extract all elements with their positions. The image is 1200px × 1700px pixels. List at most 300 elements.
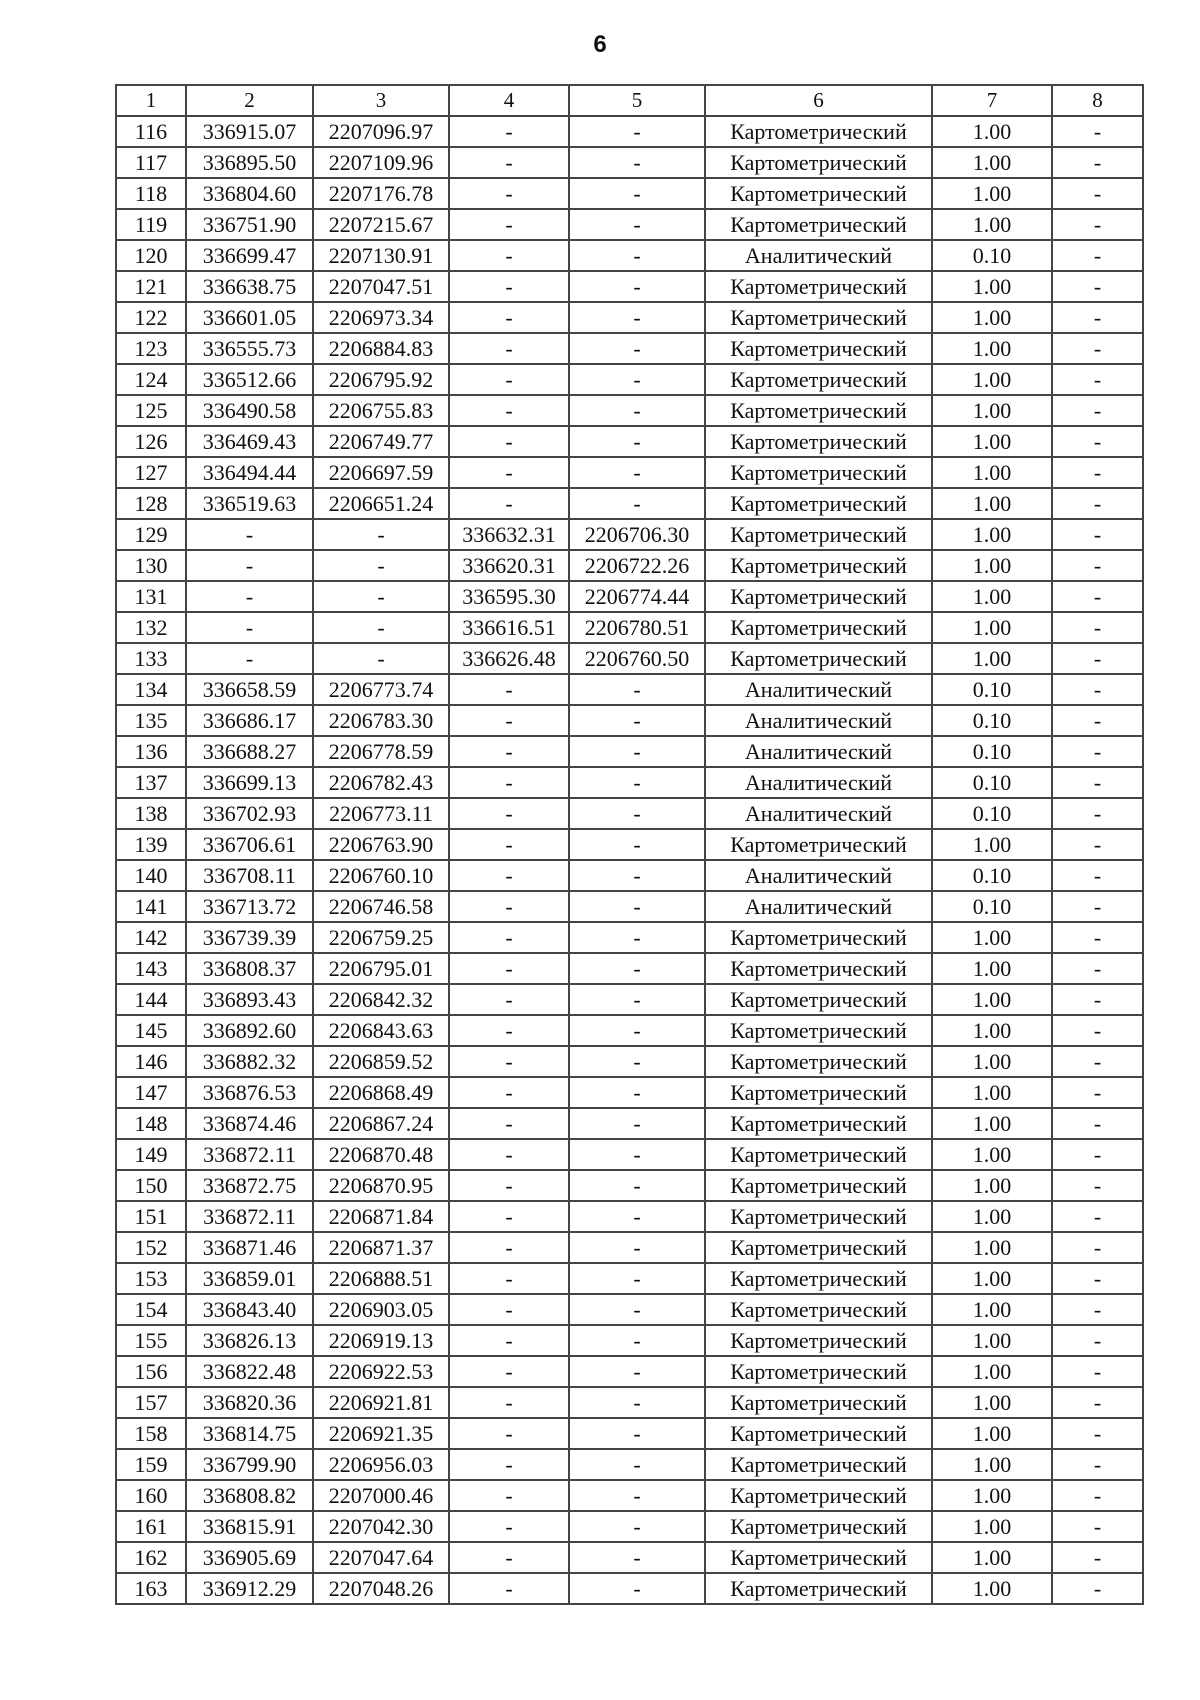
accuracy-cell: 0.10 — [932, 240, 1052, 271]
accuracy-cell: 1.00 — [932, 612, 1052, 643]
y-coordinate-alt: - — [569, 395, 705, 426]
y-coordinate: 2206843.63 — [313, 1015, 449, 1046]
accuracy-cell: 1.00 — [932, 643, 1052, 674]
table-row — [116, 1077, 1143, 1108]
x-coordinate-alt: - — [449, 147, 569, 178]
point-number: 142 — [116, 922, 186, 953]
table-body — [116, 116, 1143, 1604]
y-coordinate-alt: - — [569, 1170, 705, 1201]
accuracy-cell: 1.00 — [932, 147, 1052, 178]
table-row — [116, 767, 1143, 798]
point-number: 160 — [116, 1480, 186, 1511]
x-coordinate-alt: - — [449, 860, 569, 891]
table-row — [116, 209, 1143, 240]
y-coordinate-alt: - — [569, 798, 705, 829]
y-coordinate-alt: - — [569, 860, 705, 891]
y-coordinate: 2206759.25 — [313, 922, 449, 953]
x-coordinate: 336822.48 — [186, 1356, 313, 1387]
x-coordinate-alt: - — [449, 1480, 569, 1511]
accuracy-cell: 0.10 — [932, 891, 1052, 922]
y-coordinate: 2206842.32 — [313, 984, 449, 1015]
y-coordinate-alt: - — [569, 984, 705, 1015]
point-number: 137 — [116, 767, 186, 798]
table-row — [116, 519, 1143, 550]
note-cell: - — [1052, 488, 1143, 519]
point-number: 121 — [116, 271, 186, 302]
y-coordinate: - — [313, 581, 449, 612]
x-coordinate: 336799.90 — [186, 1449, 313, 1480]
table-row — [116, 705, 1143, 736]
y-coordinate: 2206773.11 — [313, 798, 449, 829]
note-cell: - — [1052, 271, 1143, 302]
x-coordinate-alt: 336620.31 — [449, 550, 569, 581]
accuracy-cell: 1.00 — [932, 1139, 1052, 1170]
accuracy-cell: 1.00 — [932, 1387, 1052, 1418]
x-coordinate-alt: - — [449, 395, 569, 426]
accuracy-cell: 1.00 — [932, 1232, 1052, 1263]
method-cell: Картометрический — [705, 364, 932, 395]
y-coordinate-alt: 2206760.50 — [569, 643, 705, 674]
note-cell: - — [1052, 1480, 1143, 1511]
x-coordinate-alt: - — [449, 1542, 569, 1573]
y-coordinate: 2207215.67 — [313, 209, 449, 240]
x-coordinate: 336843.40 — [186, 1294, 313, 1325]
x-coordinate-alt: 336632.31 — [449, 519, 569, 550]
point-number: 123 — [116, 333, 186, 364]
method-cell: Картометрический — [705, 271, 932, 302]
point-number: 136 — [116, 736, 186, 767]
table-row — [116, 333, 1143, 364]
point-number: 156 — [116, 1356, 186, 1387]
x-coordinate-alt: - — [449, 1263, 569, 1294]
table-row — [116, 1232, 1143, 1263]
x-coordinate: 336658.59 — [186, 674, 313, 705]
accuracy-cell: 1.00 — [932, 302, 1052, 333]
method-cell: Картометрический — [705, 519, 932, 550]
accuracy-cell: 1.00 — [932, 1418, 1052, 1449]
x-coordinate-alt: - — [449, 922, 569, 953]
point-number: 145 — [116, 1015, 186, 1046]
y-coordinate-alt: - — [569, 457, 705, 488]
y-coordinate: 2206870.95 — [313, 1170, 449, 1201]
method-cell: Картометрический — [705, 333, 932, 364]
point-number: 153 — [116, 1263, 186, 1294]
y-coordinate-alt: - — [569, 829, 705, 860]
accuracy-cell: 1.00 — [932, 271, 1052, 302]
note-cell: - — [1052, 1201, 1143, 1232]
table-row — [116, 612, 1143, 643]
note-cell: - — [1052, 240, 1143, 271]
point-number: 157 — [116, 1387, 186, 1418]
table-row — [116, 1480, 1143, 1511]
x-coordinate: 336820.36 — [186, 1387, 313, 1418]
note-cell: - — [1052, 1077, 1143, 1108]
method-cell: Картометрический — [705, 1108, 932, 1139]
y-coordinate: 2207042.30 — [313, 1511, 449, 1542]
table-row — [116, 178, 1143, 209]
table-row — [116, 1449, 1143, 1480]
y-coordinate-alt: - — [569, 271, 705, 302]
x-coordinate: - — [186, 612, 313, 643]
accuracy-cell: 0.10 — [932, 736, 1052, 767]
y-coordinate: 2206870.48 — [313, 1139, 449, 1170]
x-coordinate-alt: - — [449, 674, 569, 705]
y-coordinate: 2207176.78 — [313, 178, 449, 209]
table-row — [116, 1294, 1143, 1325]
note-cell: - — [1052, 922, 1143, 953]
x-coordinate-alt: - — [449, 736, 569, 767]
table-row — [116, 891, 1143, 922]
method-cell: Картометрический — [705, 1511, 932, 1542]
y-coordinate: 2206973.34 — [313, 302, 449, 333]
x-coordinate: 336699.13 — [186, 767, 313, 798]
y-coordinate: 2206868.49 — [313, 1077, 449, 1108]
y-coordinate: 2206760.10 — [313, 860, 449, 891]
x-coordinate: 336751.90 — [186, 209, 313, 240]
x-coordinate: 336702.93 — [186, 798, 313, 829]
table-row — [116, 488, 1143, 519]
x-coordinate: 336815.91 — [186, 1511, 313, 1542]
table-row — [116, 116, 1143, 147]
y-coordinate-alt: - — [569, 674, 705, 705]
y-coordinate-alt: 2206722.26 — [569, 550, 705, 581]
y-coordinate-alt: - — [569, 364, 705, 395]
note-cell: - — [1052, 1232, 1143, 1263]
note-cell: - — [1052, 674, 1143, 705]
y-coordinate: - — [313, 550, 449, 581]
table-row — [116, 1015, 1143, 1046]
accuracy-cell: 0.10 — [932, 674, 1052, 705]
y-coordinate-alt: - — [569, 1511, 705, 1542]
y-coordinate: 2206782.43 — [313, 767, 449, 798]
y-coordinate-alt: - — [569, 1139, 705, 1170]
method-cell: Картометрический — [705, 1046, 932, 1077]
point-number: 132 — [116, 612, 186, 643]
table-row — [116, 457, 1143, 488]
x-coordinate-alt: - — [449, 1170, 569, 1201]
x-coordinate: 336490.58 — [186, 395, 313, 426]
note-cell: - — [1052, 1387, 1143, 1418]
y-coordinate-alt: - — [569, 1108, 705, 1139]
x-coordinate-alt: - — [449, 1108, 569, 1139]
point-number: 148 — [116, 1108, 186, 1139]
y-coordinate: 2206867.24 — [313, 1108, 449, 1139]
y-coordinate-alt: - — [569, 767, 705, 798]
x-coordinate: 336469.43 — [186, 426, 313, 457]
y-coordinate: 2206773.74 — [313, 674, 449, 705]
y-coordinate-alt: - — [569, 891, 705, 922]
method-cell: Картометрический — [705, 1170, 932, 1201]
accuracy-cell: 1.00 — [932, 457, 1052, 488]
column-header: 4 — [449, 85, 569, 116]
accuracy-cell: 1.00 — [932, 209, 1052, 240]
point-number: 151 — [116, 1201, 186, 1232]
note-cell: - — [1052, 1294, 1143, 1325]
table-row — [116, 1046, 1143, 1077]
point-number: 135 — [116, 705, 186, 736]
note-cell: - — [1052, 1263, 1143, 1294]
column-header: 5 — [569, 85, 705, 116]
method-cell: Картометрический — [705, 984, 932, 1015]
table-row — [116, 1387, 1143, 1418]
method-cell: Аналитический — [705, 705, 932, 736]
column-header: 6 — [705, 85, 932, 116]
x-coordinate-alt: - — [449, 209, 569, 240]
point-number: 162 — [116, 1542, 186, 1573]
method-cell: Картометрический — [705, 488, 932, 519]
table-row — [116, 581, 1143, 612]
point-number: 146 — [116, 1046, 186, 1077]
y-coordinate-alt: - — [569, 1294, 705, 1325]
y-coordinate-alt: 2206706.30 — [569, 519, 705, 550]
note-cell: - — [1052, 1108, 1143, 1139]
x-coordinate: 336739.39 — [186, 922, 313, 953]
y-coordinate: 2206763.90 — [313, 829, 449, 860]
x-coordinate-alt: - — [449, 1449, 569, 1480]
method-cell: Картометрический — [705, 1139, 932, 1170]
table-row — [116, 147, 1143, 178]
x-coordinate: - — [186, 550, 313, 581]
table-row — [116, 643, 1143, 674]
method-cell: Аналитический — [705, 736, 932, 767]
x-coordinate: 336895.50 — [186, 147, 313, 178]
x-coordinate: 336686.17 — [186, 705, 313, 736]
y-coordinate: 2206956.03 — [313, 1449, 449, 1480]
method-cell: Картометрический — [705, 1294, 932, 1325]
y-coordinate-alt: - — [569, 1480, 705, 1511]
point-number: 149 — [116, 1139, 186, 1170]
x-coordinate-alt: - — [449, 426, 569, 457]
column-header: 2 — [186, 85, 313, 116]
x-coordinate: 336699.47 — [186, 240, 313, 271]
accuracy-cell: 1.00 — [932, 1511, 1052, 1542]
x-coordinate: 336708.11 — [186, 860, 313, 891]
table-row — [116, 1263, 1143, 1294]
note-cell: - — [1052, 612, 1143, 643]
note-cell: - — [1052, 1573, 1143, 1604]
x-coordinate: 336882.32 — [186, 1046, 313, 1077]
table-row — [116, 1170, 1143, 1201]
y-coordinate: - — [313, 643, 449, 674]
x-coordinate-alt: - — [449, 1294, 569, 1325]
x-coordinate-alt: - — [449, 178, 569, 209]
point-number: 141 — [116, 891, 186, 922]
point-number: 126 — [116, 426, 186, 457]
note-cell: - — [1052, 1418, 1143, 1449]
method-cell: Картометрический — [705, 581, 932, 612]
point-number: 122 — [116, 302, 186, 333]
note-cell: - — [1052, 302, 1143, 333]
point-number: 128 — [116, 488, 186, 519]
table-row — [116, 1325, 1143, 1356]
x-coordinate: 336876.53 — [186, 1077, 313, 1108]
note-cell: - — [1052, 643, 1143, 674]
table-header-row — [116, 85, 1143, 116]
y-coordinate-alt: - — [569, 1201, 705, 1232]
point-number: 144 — [116, 984, 186, 1015]
accuracy-cell: 0.10 — [932, 705, 1052, 736]
point-number: 127 — [116, 457, 186, 488]
accuracy-cell: 1.00 — [932, 488, 1052, 519]
method-cell: Картометрический — [705, 1077, 932, 1108]
y-coordinate: 2207047.51 — [313, 271, 449, 302]
point-number: 124 — [116, 364, 186, 395]
point-number: 139 — [116, 829, 186, 860]
y-coordinate-alt: - — [569, 426, 705, 457]
x-coordinate: 336638.75 — [186, 271, 313, 302]
table-row — [116, 395, 1143, 426]
point-number: 118 — [116, 178, 186, 209]
note-cell: - — [1052, 519, 1143, 550]
x-coordinate-alt: - — [449, 1046, 569, 1077]
y-coordinate-alt: - — [569, 1046, 705, 1077]
y-coordinate: 2207096.97 — [313, 116, 449, 147]
x-coordinate: 336706.61 — [186, 829, 313, 860]
table-row — [116, 302, 1143, 333]
accuracy-cell: 0.10 — [932, 798, 1052, 829]
method-cell: Аналитический — [705, 767, 932, 798]
y-coordinate: 2206903.05 — [313, 1294, 449, 1325]
table-row — [116, 364, 1143, 395]
method-cell: Картометрический — [705, 953, 932, 984]
method-cell: Картометрический — [705, 1232, 932, 1263]
column-header: 7 — [932, 85, 1052, 116]
page-number: 6 — [593, 31, 607, 58]
point-number: 143 — [116, 953, 186, 984]
x-coordinate-alt: 336626.48 — [449, 643, 569, 674]
x-coordinate-alt: - — [449, 798, 569, 829]
x-coordinate-alt: - — [449, 1511, 569, 1542]
note-cell: - — [1052, 829, 1143, 860]
x-coordinate: 336814.75 — [186, 1418, 313, 1449]
y-coordinate-alt: - — [569, 1015, 705, 1046]
x-coordinate-alt: - — [449, 1573, 569, 1604]
accuracy-cell: 1.00 — [932, 364, 1052, 395]
accuracy-cell: 1.00 — [932, 581, 1052, 612]
point-number: 155 — [116, 1325, 186, 1356]
x-coordinate: 336859.01 — [186, 1263, 313, 1294]
note-cell: - — [1052, 395, 1143, 426]
y-coordinate-alt: - — [569, 209, 705, 240]
note-cell: - — [1052, 116, 1143, 147]
x-coordinate-alt: - — [449, 240, 569, 271]
accuracy-cell: 1.00 — [932, 1015, 1052, 1046]
note-cell: - — [1052, 767, 1143, 798]
point-number: 125 — [116, 395, 186, 426]
method-cell: Картометрический — [705, 1418, 932, 1449]
x-coordinate-alt: - — [449, 1232, 569, 1263]
y-coordinate: 2206746.58 — [313, 891, 449, 922]
x-coordinate-alt: - — [449, 1077, 569, 1108]
y-coordinate-alt: - — [569, 488, 705, 519]
method-cell: Картометрический — [705, 922, 932, 953]
column-header: 8 — [1052, 85, 1143, 116]
table-row — [116, 953, 1143, 984]
table-row — [116, 674, 1143, 705]
y-coordinate-alt: - — [569, 705, 705, 736]
x-coordinate: 336905.69 — [186, 1542, 313, 1573]
note-cell: - — [1052, 426, 1143, 457]
method-cell: Картометрический — [705, 302, 932, 333]
x-coordinate-alt: - — [449, 705, 569, 736]
y-coordinate-alt: - — [569, 1542, 705, 1573]
method-cell: Картометрический — [705, 1480, 932, 1511]
note-cell: - — [1052, 798, 1143, 829]
point-number: 120 — [116, 240, 186, 271]
table-row — [116, 922, 1143, 953]
x-coordinate: 336555.73 — [186, 333, 313, 364]
accuracy-cell: 1.00 — [932, 1263, 1052, 1294]
accuracy-cell: 0.10 — [932, 860, 1052, 891]
x-coordinate: 336512.66 — [186, 364, 313, 395]
method-cell: Картометрический — [705, 1325, 932, 1356]
x-coordinate-alt: - — [449, 953, 569, 984]
y-coordinate-alt: - — [569, 1449, 705, 1480]
accuracy-cell: 1.00 — [932, 1046, 1052, 1077]
x-coordinate-alt: - — [449, 984, 569, 1015]
x-coordinate: 336808.82 — [186, 1480, 313, 1511]
y-coordinate: 2206921.81 — [313, 1387, 449, 1418]
accuracy-cell: 1.00 — [932, 829, 1052, 860]
y-coordinate: 2206921.35 — [313, 1418, 449, 1449]
method-cell: Картометрический — [705, 1356, 932, 1387]
x-coordinate: - — [186, 581, 313, 612]
column-header: 1 — [116, 85, 186, 116]
x-coordinate: 336826.13 — [186, 1325, 313, 1356]
point-number: 130 — [116, 550, 186, 581]
x-coordinate-alt: - — [449, 364, 569, 395]
accuracy-cell: 1.00 — [932, 550, 1052, 581]
x-coordinate-alt: 336616.51 — [449, 612, 569, 643]
y-coordinate: 2206778.59 — [313, 736, 449, 767]
y-coordinate-alt: - — [569, 178, 705, 209]
y-coordinate-alt: - — [569, 116, 705, 147]
x-coordinate-alt: - — [449, 302, 569, 333]
accuracy-cell: 1.00 — [932, 1325, 1052, 1356]
x-coordinate-alt: - — [449, 1387, 569, 1418]
method-cell: Аналитический — [705, 674, 932, 705]
table-row — [116, 426, 1143, 457]
y-coordinate: 2206697.59 — [313, 457, 449, 488]
method-cell: Картометрический — [705, 1542, 932, 1573]
note-cell: - — [1052, 1325, 1143, 1356]
x-coordinate: - — [186, 643, 313, 674]
note-cell: - — [1052, 333, 1143, 364]
method-cell: Картометрический — [705, 643, 932, 674]
x-coordinate-alt: 336595.30 — [449, 581, 569, 612]
y-coordinate-alt: - — [569, 240, 705, 271]
y-coordinate: 2206795.01 — [313, 953, 449, 984]
method-cell: Картометрический — [705, 1387, 932, 1418]
point-number: 152 — [116, 1232, 186, 1263]
x-coordinate-alt: - — [449, 1418, 569, 1449]
accuracy-cell: 1.00 — [932, 984, 1052, 1015]
point-number: 163 — [116, 1573, 186, 1604]
note-cell: - — [1052, 209, 1143, 240]
method-cell: Картометрический — [705, 1263, 932, 1294]
note-cell: - — [1052, 1170, 1143, 1201]
x-coordinate: 336872.11 — [186, 1201, 313, 1232]
method-cell: Картометрический — [705, 116, 932, 147]
point-number: 116 — [116, 116, 186, 147]
y-coordinate: 2206783.30 — [313, 705, 449, 736]
x-coordinate: 336871.46 — [186, 1232, 313, 1263]
method-cell: Картометрический — [705, 1201, 932, 1232]
y-coordinate-alt: - — [569, 922, 705, 953]
x-coordinate: 336912.29 — [186, 1573, 313, 1604]
note-cell: - — [1052, 1542, 1143, 1573]
x-coordinate-alt: - — [449, 488, 569, 519]
